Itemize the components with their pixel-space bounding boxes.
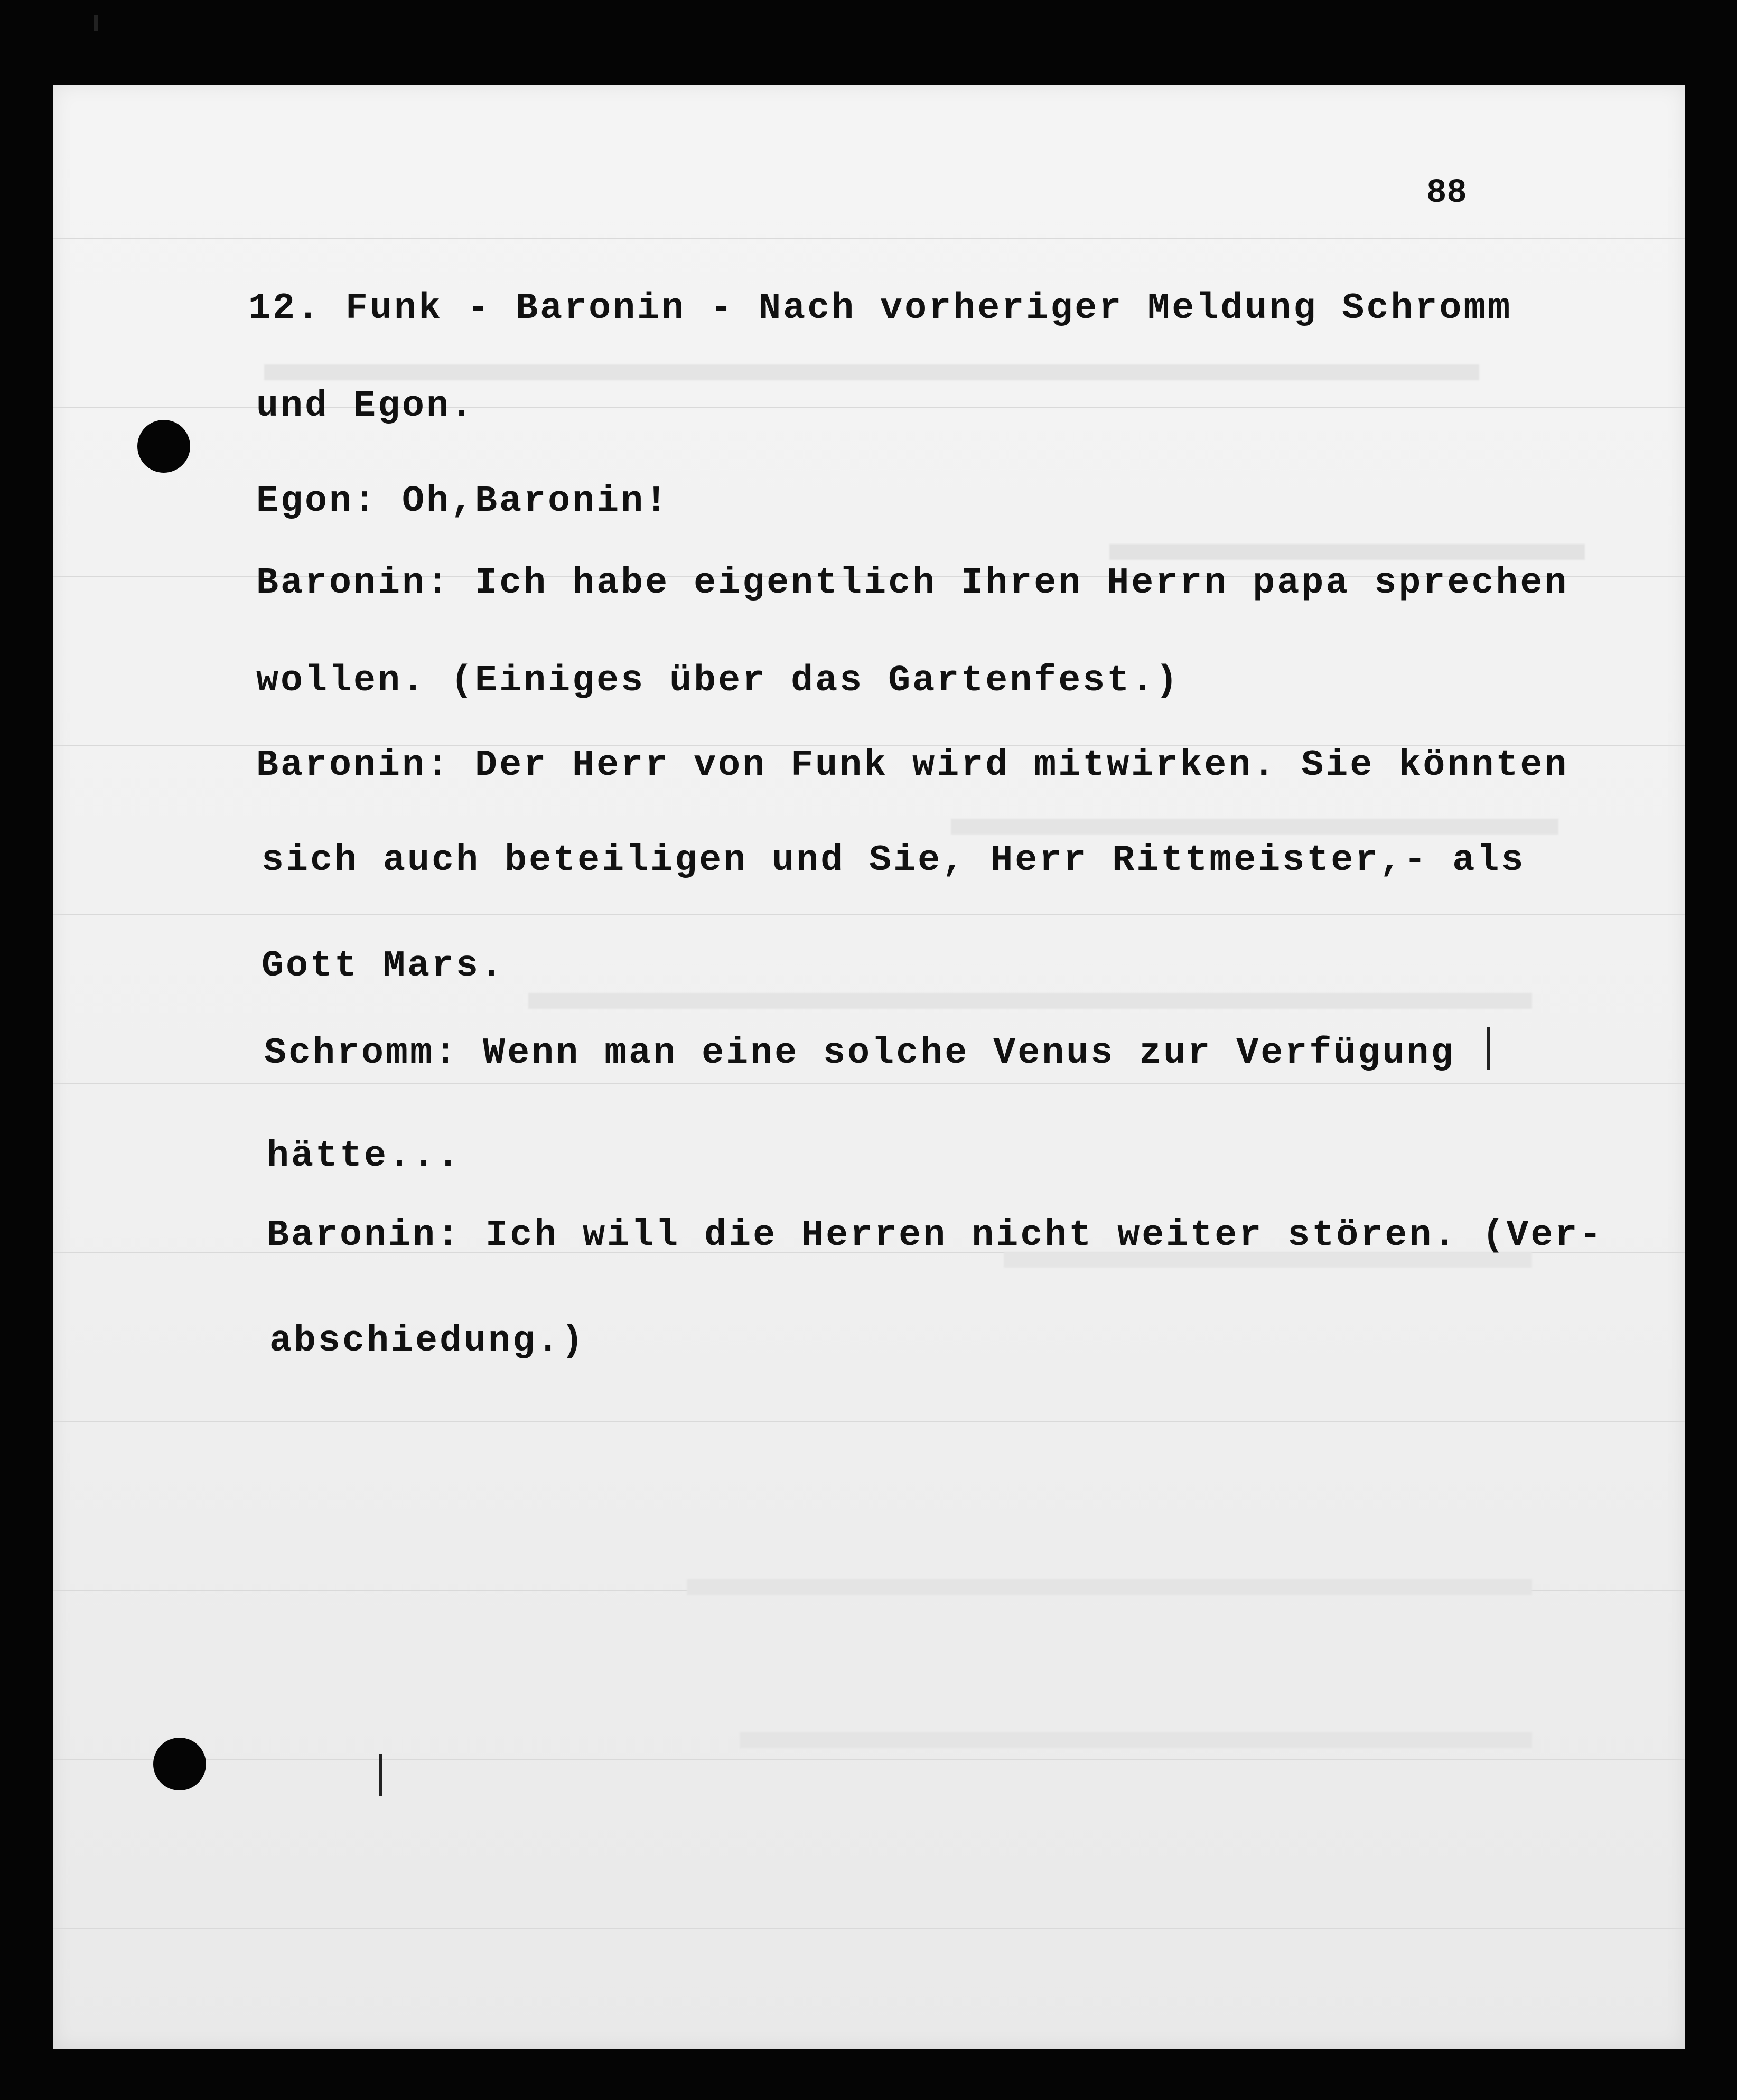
text-line-7: sich auch beteiligen und Sie, Herr Rittmeister,- als	[262, 840, 1526, 882]
margin-pen-mark	[1487, 1027, 1490, 1070]
text-line-6: Baronin: Der Herr von Funk wird mitwirken. Sie könnten	[256, 745, 1569, 786]
punch-hole-bottom	[153, 1738, 206, 1790]
ruled-line	[53, 1759, 1685, 1760]
ruled-line	[53, 1421, 1685, 1422]
text-line-8: Gott Mars.	[262, 945, 505, 987]
text-line-10: hätte...	[267, 1136, 462, 1177]
show-through-smudge	[528, 993, 1532, 1009]
text-line-3: Egon: Oh,Baronin!	[256, 481, 670, 522]
ruled-line	[53, 914, 1685, 915]
text-line-2: und Egon.	[256, 386, 475, 427]
show-through-smudge	[264, 364, 1479, 380]
page-number: 88	[1426, 174, 1467, 212]
show-through-smudge	[951, 819, 1558, 835]
show-through-smudge	[1109, 544, 1585, 560]
punch-hole-top	[137, 420, 190, 473]
show-through-smudge	[740, 1732, 1532, 1748]
show-through-smudge	[687, 1579, 1532, 1595]
text-line-4: Baronin: Ich habe eigentlich Ihren Herrn papa sprechen	[256, 562, 1569, 604]
margin-pen-mark	[379, 1754, 382, 1796]
ruled-line	[53, 238, 1685, 239]
text-line-1: 12. Funk - Baronin - Nach vorheriger Meldung Schromm	[248, 288, 1512, 330]
text-line-11: Baronin: Ich will die Herren nicht weiter stören. (Ver-	[267, 1215, 1604, 1257]
text-line-5: wollen. (Einiges über das Gartenfest.)	[256, 660, 1180, 702]
ruled-line	[53, 1083, 1685, 1084]
corner-tick-mark	[94, 15, 98, 31]
text-line-9: Schromm: Wenn man eine solche Venus zur Verfügung	[264, 1033, 1455, 1074]
ruled-line	[53, 1928, 1685, 1929]
text-line-12: abschiedung.)	[269, 1320, 586, 1362]
